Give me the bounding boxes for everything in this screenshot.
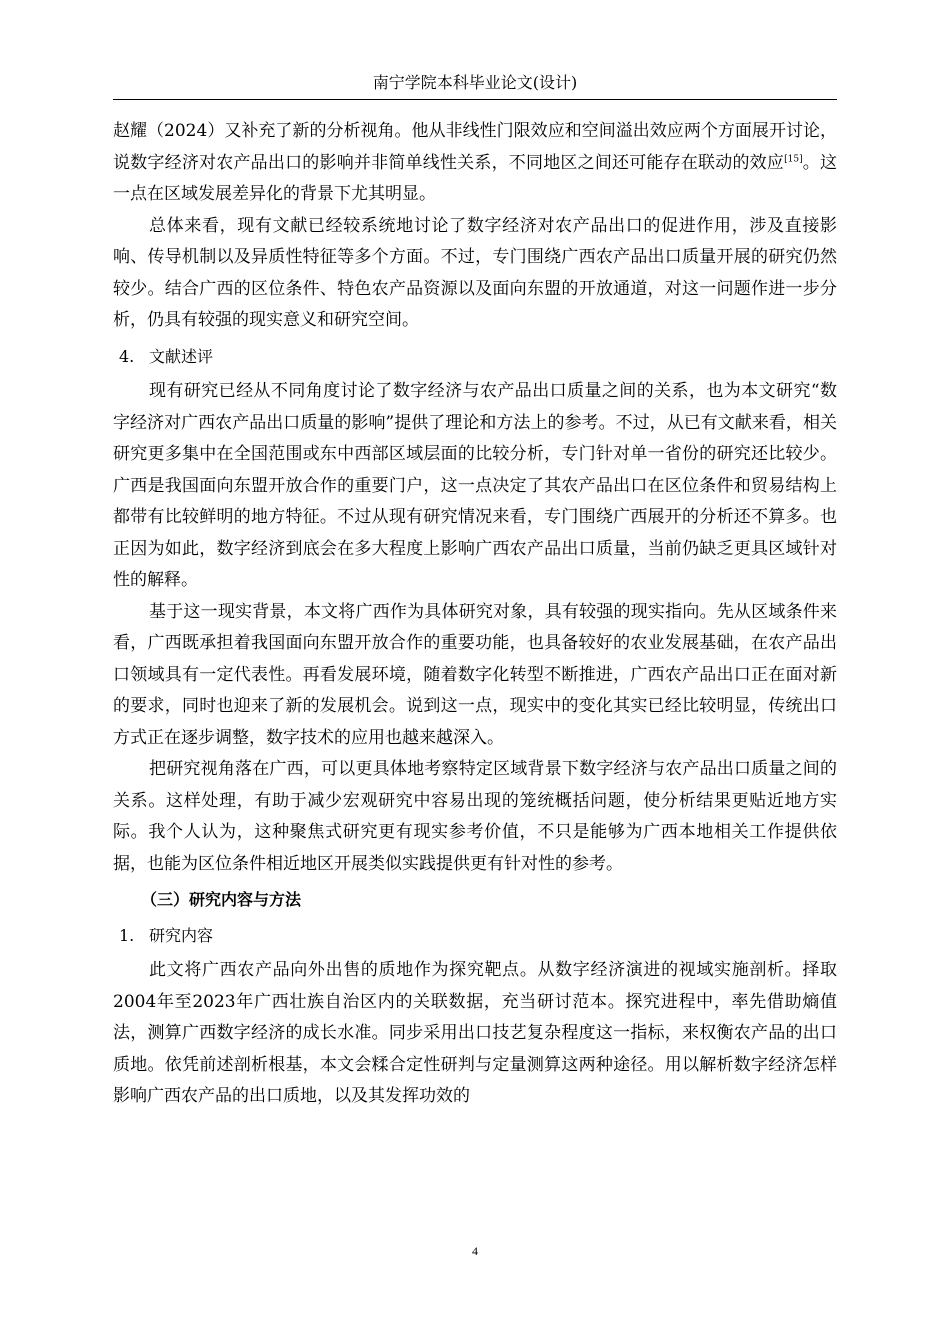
citation-marker: [15] <box>784 153 803 164</box>
heading-label: 文献述评 <box>149 346 214 366</box>
section-heading-content-methods: （三）研究内容与方法 <box>141 890 302 909</box>
paragraph-text-tail: 。这一点在区域发展差异化的背景下尤其明显。 <box>113 152 838 204</box>
heading-literature-review <box>113 341 837 373</box>
heading-label: 研究内容 <box>149 925 214 945</box>
heading-research-content <box>113 920 837 952</box>
paragraph-zhao-yao <box>113 116 837 211</box>
heading-number: 4. <box>119 346 135 366</box>
paragraph-perspective: 把研究视角落在广西，可以更具体地考察特定区域背景下数字经济与农产品出口质量之间的关系。这样处理，有助于减少宏观研究中容易出现的笼统概括问题，使分析结果更贴近地方实际。我个人认为，这种聚焦式研究更有现实参考价值，不只是能够为广西本地相关工作提供依据，也能为区位条件相近地区开展类似实践提供更有针对性的参考。 <box>113 759 837 874</box>
paragraph-existing-research: 现有研究已经从不同角度讨论了数字经济与农产品出口质量之间的关系，也为本文研究“数字经济对广西农产品出口质量的影响”提供了理论和方法上的参考。不过，从已有文献来看，相关研究更多集中在全国范围或东中西部区域层面的比较分析，专门针对单一省份的研究还比较少。广西是我国面向东盟开放合作的重要门户，这一点决定了其农产品出口在区位条件和贸易结构上都带有比较鲜明的地方特征。不过从现有研究情况来看，专门围绕广西展开的分析还不算多。也正因为如此，数字经济到底会在多大程度上影响广西农产品出口质量，当前仍缺乏更具区域针对性的解释。 <box>113 381 837 590</box>
paragraph-text: 赵耀（2024）又补充了新的分析视角。他从非线性门限效应和空间溢出效应两个方面展开讨论，说数字经济对农产品出口的影响并非简单线性关系，不同地区之间还可能存在联动的效应 <box>113 121 837 173</box>
running-header: 南宁学院本科毕业论文(设计) <box>372 73 578 92</box>
paragraph-background: 基于这一现实背景，本文将广西作为具体研究对象，具有较强的现实指向。先从区域条件来看，广西既承担着我国面向东盟开放合作的重要功能，也具备较好的农业发展基础，在农产品出口领域具有一定代表性。再看发展环境，随着数字化转型不断推进，广西农产品出口正在面对新的要求，同时也迎来了新的发展机会。说到这一点，现实中的变化其实已经比较明显，传统出口方式正在逐步调整，数字技术的应用也越来越深入。 <box>113 601 837 748</box>
page-number: 4 <box>472 1244 478 1258</box>
paragraph-research-content: 此文将广西农产品向外出售的质地作为探究靶点。从数字经济演进的视域实施剖析。择取2004年至2023年广西壮族自治区内的关联数据，充当研讨范本。探究进程中，率先借助熵值法，测算广西数字经济的成长水准。同步采用出口技艺复杂程度这一指标，来权衡农产品的出口质地。依凭前述剖析根基，本文会糅合定性研判与定量测算这两种途径。用以解析数字经济怎样影响广西农产品的出口质地，以及其发挥功效的 <box>113 960 837 1106</box>
paragraph-summary: 总体来看，现有文献已经较系统地讨论了数字经济对农产品出口的促进作用，涉及直接影响、传导机制以及异质性特征等多个方面。不过，专门围绕广西农产品出口质量开展的研究仍然较少。结合广西的区位条件、特色农产品资源以及面向东盟的开放通道，对这一问题作进一步分析，仍具有较强的现实意义和研究空间。 <box>113 215 837 330</box>
heading-number: 1. <box>119 925 135 945</box>
header-divider <box>113 99 837 100</box>
main-body <box>113 116 837 1113</box>
